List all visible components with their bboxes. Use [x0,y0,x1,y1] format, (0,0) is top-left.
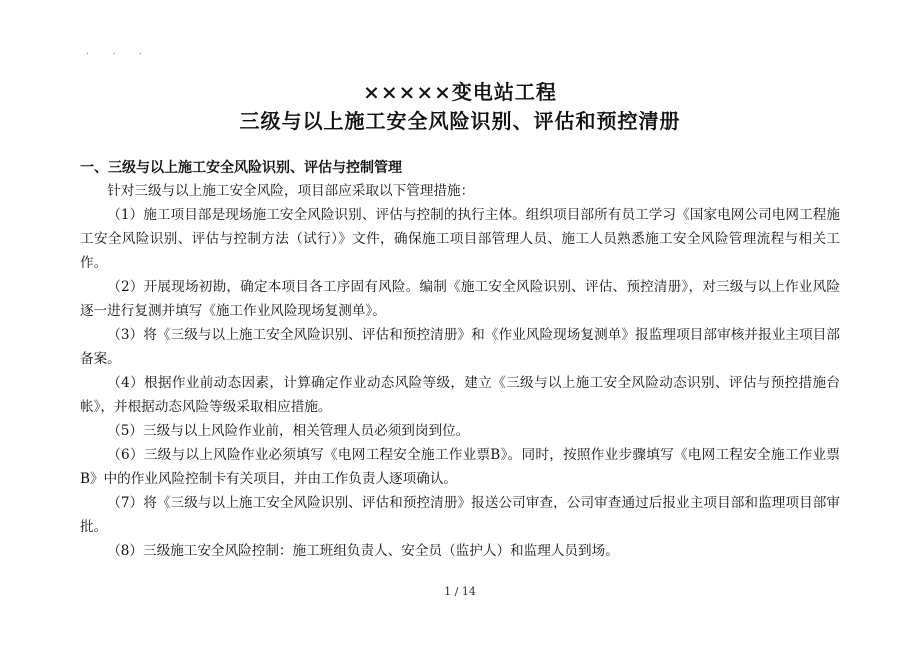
paragraph-item-7: （7）将《三级与以上施工安全风险识别、评估和预控清册》报送公司审查，公司审查通过后报业主项目部和监理项目部审批。 [80,495,840,535]
paragraph-item-4: （4）根据作业前动态因素，计算确定作业动态风险等级，建立《三级与以上施工安全风险动态识别、评估与预控措施台帐》，并根据动态风险等级采取相应措施。 [80,375,840,415]
paragraph-intro: 针对三级与以上施工安全风险，项目部应采取以下管理措施： [107,183,475,199]
section-heading: 一、三级与以上施工安全风险识别、评估与控制管理 [80,160,402,176]
paragraph-item-3: （3）将《三级与以上施工安全风险识别、评估和预控清册》和《作业风险现场复测单》报监理项目部审核并报业主项目部备案。 [80,327,840,367]
paragraph-item-1: （1）施工项目部是现场施工安全风险识别、评估与控制的执行主体。组织项目部所有员工学习《国家电网公司电网工程施工安全风险识别、评估与控制方法（试行）》文件，确保施工项目部管理人员、施工人员熟悉施工安全风险管理流程与相关工作。 [80,207,840,271]
paragraph-item-8: （8）三级施工安全风险控制：施工班组负责人、安全员（监护人）和监理人员到场。 [107,543,619,559]
body-text [80,179,840,563]
paragraph-item-2: （2）开展现场初勘，确定本项目各工序固有风险。编制《施工安全风险识别、评估、预控清册》，对三级与以上作业风险逐一进行复测并填写《施工作业风险现场复测单》。 [80,279,840,319]
paragraph-item-6: （6）三级与以上风险作业必须填写《电网工程安全施工作业票B》。同时，按照作业步骤填写《电网工程安全施工作业票B》中的作业风险控制卡有关项目，并由工作负责人逐项确认。 [80,447,840,487]
header-marks: . . . [86,46,152,57]
page-number: 1 / 14 [444,585,476,598]
document-title-line1: ×××××变电站工程 [363,80,557,104]
paragraph-item-5: （5）三级与以上风险作业前，相关管理人员必须到岗到位。 [107,423,470,439]
document-title-line2: 三级与以上施工安全风险识别、评估和预控清册 [239,109,681,133]
